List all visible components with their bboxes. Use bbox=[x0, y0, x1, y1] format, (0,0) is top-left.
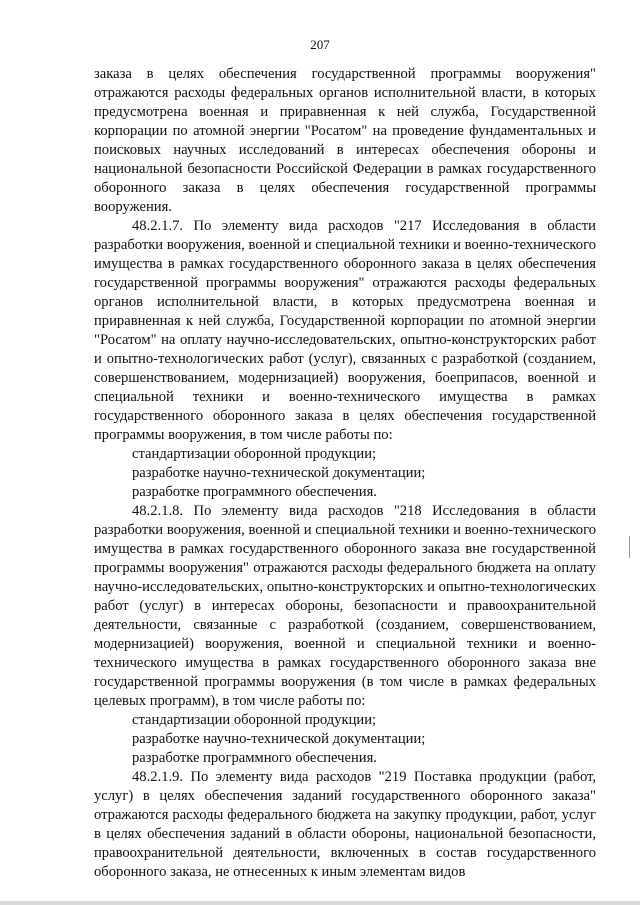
list-item: стандартизации оборонной продукции; bbox=[132, 446, 377, 462]
paragraph-48-2-1-7: 48.2.1.7. По элементу вида расходов "217 Исследования в области разработки вооружения, военной и специальной техники и военно-технического имущества в рамках государственного оборонного заказа в целях обеспечения государственной программы вооружения" отражаются расходы федеральных органов исполнительной власти, в которых предусмотрена военная и приравненная к ней служба, Государственной корпорации по атомной энергии "Росатом" на оплату научно-исследовательских, опытно-конструкторских работ и опытно-технологических работ (услуг), связанных с разработкой (созданием, совершенствованием, модернизацией) вооружения, боеприпасов, военной и специальной техники и военно-технического имущества в рамках государственного оборонного заказа в целях обеспечения государственной программы вооружения, в том числе работы по: bbox=[94, 218, 596, 443]
paragraph-48-2-1-8: 48.2.1.8. По элементу вида расходов "218 Исследования в области разработки вооружения, военной и специальной техники и военно-технического имущества в рамках государственного оборонного заказа вне государственной программы вооружения" отражаются расходы федерального бюджета на оплату научно-исследовательских, опытно-конструкторских и опытно-технологических работ (услуг) в интересах обороны, безопасности и правоохранительной деятельности, связанные с разработкой (созданием, совершенствованием, модернизацией) вооружения, военной и специальной техники и военно-технического имущества в рамках государственного оборонного заказа вне государственной программы вооружения (в том числе в рамках федеральных целевых программ), в том числе работы по: bbox=[94, 503, 596, 709]
scan-bottom-band bbox=[0, 901, 640, 905]
paragraph-continuation: заказа в целях обеспечения государственной программы вооружения" отражаются расходы федеральных органов исполнительной власти, в которых предусмотрена военная и приравненная к ней служба, Государственной корпорации по атомной энергии "Росатом" на проведение фундаментальных и поисковых научных исследований в интересах обеспечения обороны и национальной безопасности Российской Федерации в рамках государственного оборонного заказа в целях обеспечения государственной программы вооружения. bbox=[94, 66, 596, 215]
list-item: стандартизации оборонной продукции; bbox=[132, 712, 377, 728]
list-item: разработке программного обеспечения. bbox=[132, 750, 377, 766]
scan-edge-mark bbox=[629, 536, 640, 558]
list-item: разработке научно-технической документации; bbox=[132, 465, 426, 481]
work-list-1 bbox=[94, 445, 596, 502]
page-content bbox=[94, 65, 596, 882]
paragraph-48-2-1-9: 48.2.1.9. По элементу вида расходов "219 Поставка продукции (работ, услуг) в целях обеспечения заданий государственного оборонного заказа" отражаются расходы федерального бюджета на закупку продукции, работ, услуг в целях обеспечения заданий в области обороны, национальной безопасности, правоохранительной деятельности, включенных в состав государственного оборонного заказа, не отнесенных к иным элементам видов bbox=[94, 769, 596, 880]
page-number: 207 bbox=[310, 37, 330, 52]
work-list-2 bbox=[94, 711, 596, 768]
list-item: разработке научно-технической документации; bbox=[132, 731, 426, 747]
list-item: разработке программного обеспечения. bbox=[132, 484, 377, 500]
